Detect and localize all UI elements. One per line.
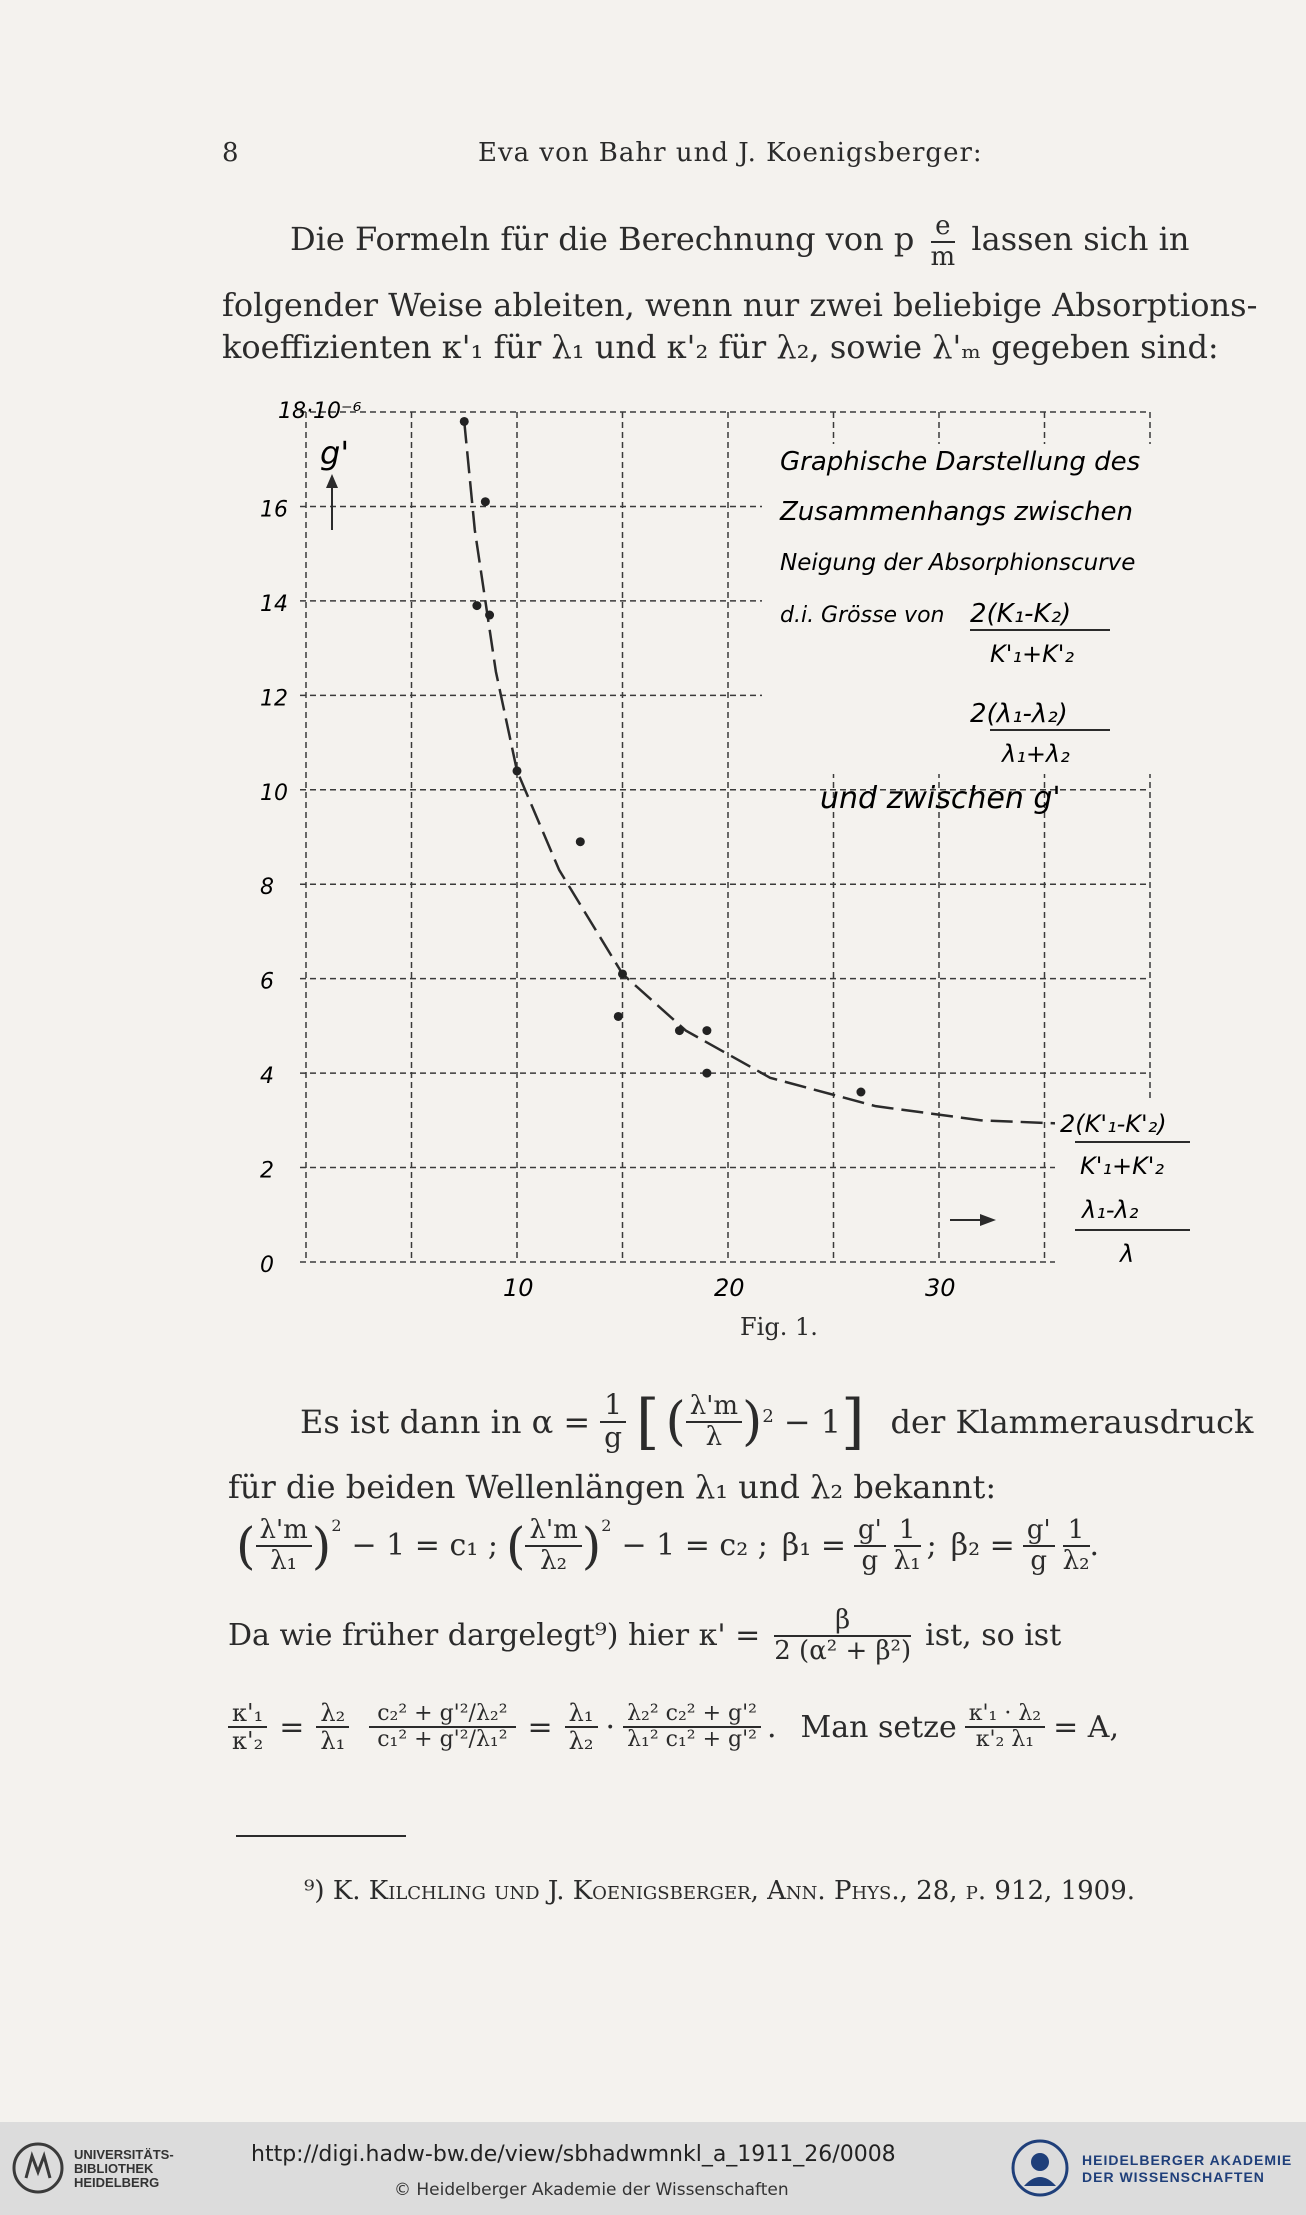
- eq1-inner-frac: [686, 1392, 742, 1451]
- intro-line1-b: lassen sich in: [971, 220, 1190, 259]
- formula2-den: λ₁+λ₂: [1002, 740, 1070, 768]
- a-rhs: = A,: [1053, 1709, 1119, 1745]
- right-bracket: ]: [841, 1386, 865, 1457]
- c1-num: λ'm: [256, 1516, 312, 1547]
- c2-rest: − 1 = c₂ ;: [621, 1528, 768, 1564]
- y-tick-label: 12: [260, 686, 288, 712]
- intro-line1-a: Die Formeln für die Berechnung von p: [290, 220, 915, 259]
- xlabel-num-a: 2(K'₁-K'₂): [1060, 1110, 1167, 1138]
- xlabel-den-a: K'₁+K'₂: [1080, 1152, 1165, 1180]
- eq1-inner-num: λ'm: [686, 1392, 742, 1423]
- kappa-line: [228, 1606, 1061, 1665]
- source-url-link[interactable]: http://digi.hadw-bw.de/view/sbhadwmnkl_a_1911_26/0008: [251, 2142, 896, 2167]
- r-num: λ₂² c₂² + g'²: [623, 1702, 761, 1728]
- footnote: ⁹) K. Kilchling und J. Koenigsberger, Ann. Phys., 28, p. 912, 1909.: [304, 1876, 1136, 1906]
- kappa-num: β: [774, 1606, 911, 1637]
- ratio-num: κ'₁: [228, 1700, 267, 1728]
- data-point: [618, 969, 627, 978]
- b1-num2: 1: [894, 1516, 921, 1547]
- eq1-frac: [600, 1390, 626, 1454]
- eq1-post: der Klammerausdruck: [890, 1402, 1254, 1441]
- university-seal-icon: [12, 2142, 64, 2194]
- formula1-den: K'₁+K'₂: [990, 640, 1075, 668]
- data-point: [856, 1088, 865, 1097]
- intro-line1: [290, 212, 1189, 271]
- c1-rest: − 1 = c₁ ;: [351, 1528, 498, 1564]
- b2-frac1: [1023, 1516, 1055, 1575]
- y-tick-label: 10: [260, 780, 288, 806]
- right-paren: ): [742, 1391, 763, 1452]
- data-point: [702, 1069, 711, 1078]
- y-tick-label: 4: [260, 1064, 274, 1090]
- frac-num: e: [931, 212, 956, 243]
- period: .: [766, 1709, 777, 1745]
- paren-open-2: (: [505, 1516, 526, 1575]
- paren-close-2: ): [581, 1516, 602, 1575]
- b2-lhs: β₂ =: [950, 1528, 1015, 1564]
- kappa-pre: Da wie früher dargelegt⁹) hier κ' =: [228, 1618, 761, 1654]
- b2-frac2: [1063, 1516, 1090, 1575]
- c-beta-line: [236, 1516, 1099, 1575]
- b1-frac1: [854, 1516, 886, 1575]
- intro-line2: folgender Weise ableiten, wenn nur zwei beliebige Absorptions-: [222, 286, 1258, 324]
- big-num: c₂² + g'²/λ₂²: [369, 1702, 515, 1728]
- b2-den1: g: [1030, 1545, 1048, 1576]
- eq-sign-2: =: [527, 1709, 553, 1745]
- library-name-1: UNIVERSITÄTS-: [74, 2147, 174, 2162]
- c2-frac: [525, 1516, 581, 1575]
- ratio-frac: [228, 1700, 267, 1755]
- academy-name-2: DER WISSENSCHAFTEN: [1082, 2169, 1265, 2185]
- y-axis-label: g': [320, 434, 350, 472]
- formula1-num: 2(K₁-K₂): [970, 599, 1072, 629]
- running-title: Eva von Bahr und J. Koenigsberger:: [478, 138, 983, 168]
- a-frac: [965, 1702, 1045, 1752]
- academy-name: [1082, 2152, 1292, 2186]
- footnote-rule: [236, 1835, 406, 1837]
- c2-num: λ'm: [525, 1516, 581, 1547]
- left-paren: (: [665, 1391, 686, 1452]
- right-arrow-icon: [980, 1214, 996, 1226]
- b1-sep: ;: [926, 1528, 937, 1564]
- y-unit-label: 18·10⁻⁶: [278, 399, 362, 424]
- setze-text: Man setze: [800, 1709, 957, 1745]
- x-tick-label: 30: [925, 1274, 956, 1302]
- big-den: c₁² + g'²/λ₁²: [377, 1727, 508, 1753]
- a-den: κ'₂ λ₁: [975, 1727, 1035, 1753]
- y-tick-label: 6: [260, 969, 274, 995]
- l2-num: λ₁: [565, 1700, 598, 1728]
- eq1-frac-num: 1: [600, 1390, 626, 1423]
- copyright-text: © Heidelberger Akademie der Wissenschaften: [394, 2180, 789, 2200]
- figure-1-chart: [250, 390, 1200, 1310]
- l-num: λ₂: [316, 1700, 349, 1728]
- b1-den2: λ₁: [893, 1545, 921, 1576]
- xlabel-num-b: λ₁-λ₂: [1082, 1196, 1139, 1224]
- data-point: [472, 601, 481, 610]
- big-frac: [369, 1702, 515, 1752]
- frac-den: m: [930, 241, 956, 272]
- data-point: [481, 497, 490, 506]
- data-point: [702, 1026, 711, 1035]
- library-name: [74, 2148, 174, 2190]
- c1-frac: [256, 1516, 312, 1575]
- e-over-m-fraction: [931, 212, 956, 271]
- c1-den: λ₁: [270, 1545, 298, 1576]
- academy-name-1: HEIDELBERGER AKADEMIE: [1082, 2152, 1293, 2168]
- kappa-post: ist, so ist: [925, 1618, 1062, 1654]
- title-line-1: Graphische Darstellung des: [780, 447, 1141, 477]
- data-point: [614, 1012, 623, 1021]
- data-point: [675, 1026, 684, 1035]
- b1-lhs: β₁ =: [781, 1528, 846, 1564]
- l-den: λ₁: [320, 1727, 346, 1756]
- y-tick-label: 16: [260, 497, 288, 523]
- title-line-2: Zusammenhangs zwischen: [780, 497, 1134, 527]
- b2-den2: λ₂: [1062, 1545, 1090, 1576]
- c1-square: 2: [331, 1516, 342, 1535]
- kappa-den: 2 (α² + β²): [774, 1635, 912, 1666]
- l2-den: λ₂: [568, 1727, 594, 1756]
- title-line-3: Neigung der Absorphionscurve: [780, 550, 1136, 576]
- r-frac: [623, 1702, 761, 1752]
- l-frac: [316, 1700, 349, 1755]
- intro-line3: koeffizienten κ'₁ für λ₁ und κ'₂ für λ₂, sowie λ'ₘ gegeben sind:: [222, 328, 1219, 366]
- b1-frac2: [894, 1516, 921, 1575]
- b1-den1: g: [861, 1545, 879, 1576]
- r-den: λ₁² c₁² + g'²: [627, 1727, 757, 1753]
- y-tick-label: 0: [260, 1253, 274, 1278]
- l2-frac: [565, 1700, 598, 1755]
- library-name-2: BIBLIOTHEK: [74, 2161, 154, 2176]
- formula2-num: 2(λ₁-λ₂): [970, 699, 1068, 729]
- xlabel-den-b: λ: [1120, 1240, 1135, 1268]
- library-name-3: HEIDELBERG: [74, 2175, 160, 2190]
- paren-close-1: ): [311, 1516, 332, 1575]
- x-tick-label: 10: [503, 1274, 534, 1302]
- title-line-4: d.i. Grösse von: [780, 603, 945, 628]
- b2-end: .: [1089, 1528, 1100, 1564]
- title-tail: und zwischen g': [820, 781, 1061, 816]
- page-number: 8: [222, 138, 240, 168]
- b1-num1: g': [854, 1516, 886, 1547]
- a-num: κ'₁ · λ₂: [965, 1702, 1045, 1728]
- eq-sign-1: =: [279, 1709, 305, 1745]
- left-bracket: [: [636, 1386, 660, 1457]
- academy-seal-icon: [1010, 2138, 1070, 2198]
- paren-open-1: (: [236, 1516, 256, 1575]
- data-point: [485, 611, 494, 620]
- eq1-pre: Es ist dann in α =: [300, 1402, 591, 1441]
- b2-num2: 1: [1063, 1516, 1090, 1547]
- eq1-minus: − 1: [783, 1402, 842, 1441]
- b2-num1: g': [1023, 1516, 1055, 1547]
- eq1-inner-den: λ: [705, 1421, 723, 1452]
- data-point: [460, 417, 469, 426]
- eq1-line: [300, 1386, 1254, 1457]
- kappa-frac: [774, 1606, 911, 1665]
- data-point: [513, 766, 522, 775]
- eq1-square: 2: [762, 1406, 774, 1427]
- y-tick-label: 8: [260, 875, 274, 901]
- c2-den: λ₂: [540, 1545, 568, 1576]
- footer-bar: [0, 2122, 1306, 2215]
- ratio-line: [228, 1700, 1119, 1755]
- line-bekannt: für die beiden Wellenlängen λ₁ und λ₂ bekannt:: [228, 1468, 997, 1506]
- figure-caption: Fig. 1.: [740, 1313, 818, 1341]
- ratio-den: κ'₂: [232, 1727, 264, 1756]
- eq1-frac-den: g: [604, 1420, 623, 1454]
- y-tick-label: 14: [260, 591, 288, 617]
- c2-square: 2: [601, 1516, 612, 1535]
- data-point: [576, 837, 585, 846]
- y-tick-label: 2: [260, 1158, 274, 1184]
- up-arrow-icon: [326, 474, 338, 488]
- dot-mult: ·: [605, 1709, 616, 1745]
- x-tick-label: 20: [714, 1274, 745, 1302]
